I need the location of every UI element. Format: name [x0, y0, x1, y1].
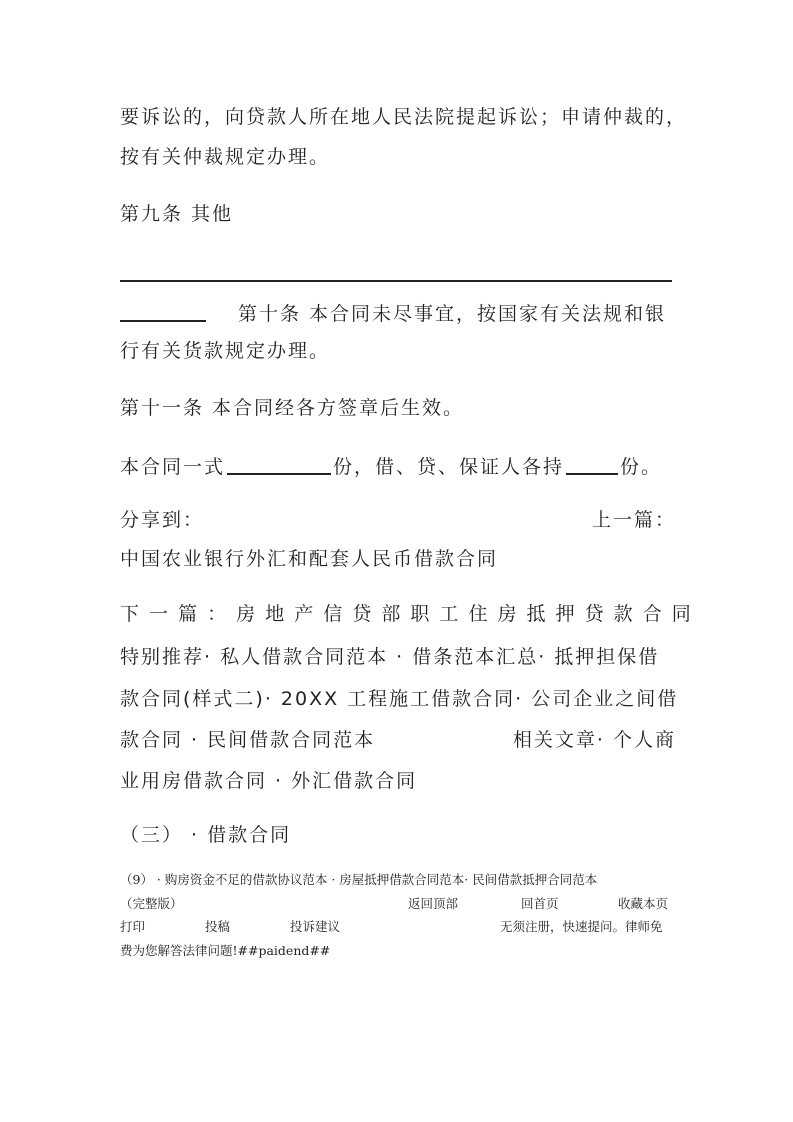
recommend-link-loan[interactable]: 款合同 · 民间借款合同范本	[120, 729, 376, 751]
print-link[interactable]: 打印	[120, 919, 146, 934]
submit-article-link[interactable]: 投稿	[205, 919, 231, 934]
article-9-blank-line	[120, 262, 676, 284]
home-link[interactable]: 回首页	[521, 896, 559, 911]
recommend-line-1[interactable]: 特别推荐· 私人借款合同范本 · 借条范本汇总· 抵押担保借	[120, 646, 660, 668]
recommend-line-3	[120, 731, 676, 750]
footer-related-links[interactable]: （9） · 购房资金不足的借款协议范本 · 房屋抵押借款合同范本· 民间借款抵押合同范本	[120, 872, 598, 887]
share-prev-row	[120, 511, 676, 530]
article-10-continued: 行有关货款规定办理。	[120, 340, 331, 362]
fill-in-blank	[120, 302, 206, 322]
recommend-line-4[interactable]: 业用房借款合同 · 外汇借款合同	[120, 770, 418, 792]
bookmark-link[interactable]: 收藏本页	[618, 896, 669, 911]
fill-in-blank	[120, 262, 672, 282]
paragraph-arbitration: 按有关仲裁规定办理。	[120, 146, 331, 168]
prev-article-link[interactable]: 中国农业银行外汇和配套人民币借款合同	[120, 548, 499, 570]
recommend-line-5[interactable]: （三） · 借款合同	[120, 824, 292, 846]
share-label: 分享到：	[120, 509, 205, 531]
prev-article-label: 上一篇：	[591, 509, 676, 531]
paragraph-litigation: 要诉讼的，向贷款人所在地人民法院提起诉讼；申请仲裁的，	[120, 106, 688, 128]
copies-clause	[120, 455, 676, 477]
each-holds-blank	[566, 455, 618, 475]
complaint-link[interactable]: 投诉建议	[290, 919, 341, 934]
copies-count-blank	[227, 455, 331, 475]
back-to-top-link[interactable]: 返回顶部	[408, 896, 459, 911]
complete-version-label: （完整版）	[120, 896, 183, 911]
article-10-text: 第十条 本合同未尽事宜，按国家有关法规和银	[238, 303, 667, 325]
copies-text-a: 本合同一式	[120, 456, 226, 478]
copies-text-c: 份。	[620, 456, 663, 478]
quick-ask-link[interactable]: 无须注册，快速提问。律师免	[500, 919, 663, 934]
article-10-line	[120, 302, 676, 324]
article-11: 第十一条 本合同经各方签章后生效。	[120, 397, 465, 419]
recommend-line-2[interactable]: 款合同(样式二)· 20XX 工程施工借款合同· 公司企业之间借	[120, 688, 679, 710]
copies-text-b: 份，借、贷、保证人各持	[333, 456, 565, 478]
related-articles-link[interactable]: 相关文章· 个人商	[512, 729, 676, 751]
next-article-link[interactable]: 下 一 篇 ： 房 地 产 信 贷 部 职 工 住 房 抵 押 贷 款 合 同	[120, 603, 693, 625]
article-9-heading: 第九条 其他	[120, 203, 234, 225]
lawyer-answer-text: 费为您解答法律问题!##paidend##	[120, 943, 331, 958]
